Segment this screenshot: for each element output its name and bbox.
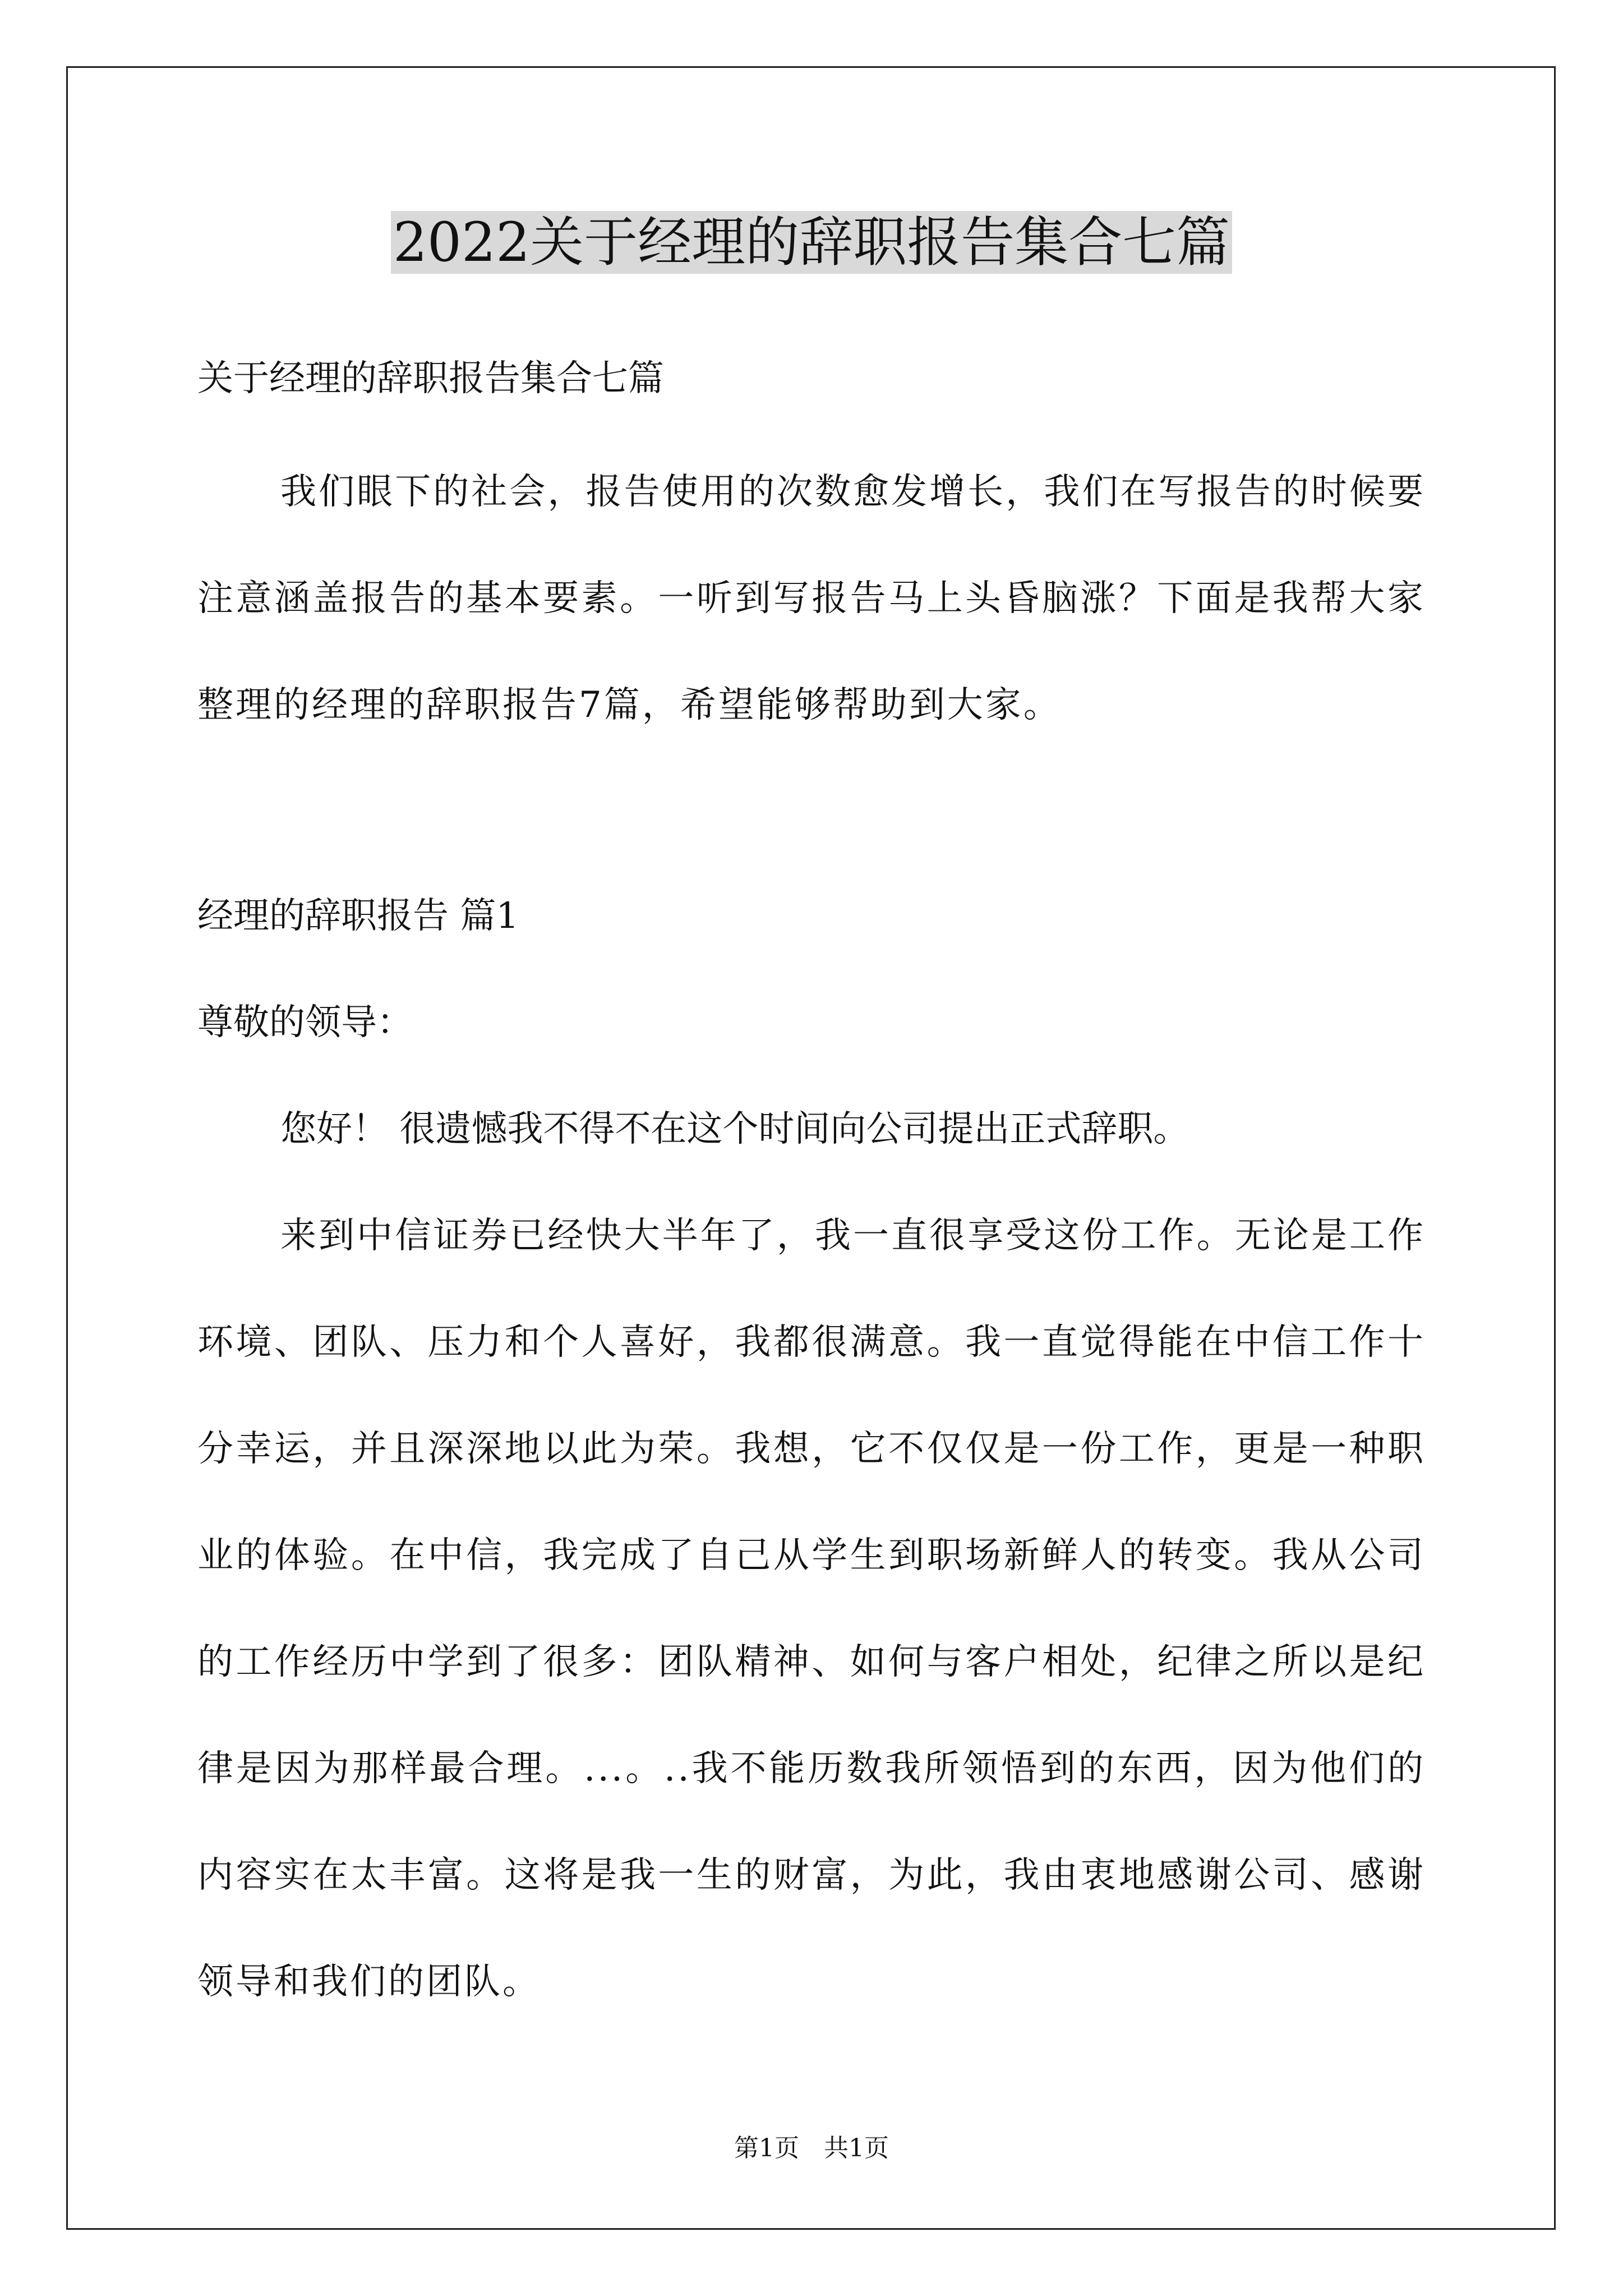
intro-paragraph: 我们眼下的社会，报告使用的次数愈发增长，我们在写报告的时候要注意涵盖报告的基本要素。一听到写报告马上头昏脑涨？下面是我帮大家整理的经理的辞职报告7篇，希望能够帮助到大家。	[197, 471, 1426, 726]
section-heading: 经理的辞职报告 篇1	[197, 895, 519, 937]
greeting-line: 您好！ 很遗憾我不得不在这个时间向公司提出正式辞职。	[280, 1108, 1189, 1150]
document-title-text: 2022关于经理的辞职报告集合七篇	[391, 211, 1232, 274]
page-footer: 第1页 共1页	[734, 2134, 889, 2162]
body-paragraph: 来到中信证券已经快大半年了，我一直很享受这份工作。无论是工作环境、团队、压力和个人喜好，我都很满意。我一直觉得能在中信工作十分幸运，并且深深地以此为荣。我想，它不仅仅是一份工作，更是一种职业的体验。在中信，我完成了自己从学生到职场新鲜人的转变。我从公司的工作经历中学到了很多：团队精神、如何与客户相处，纪律之所以是纪律是因为那样最合理。...。..我不能历数我所领悟到的东西，因为他们的内容实在太丰富。这将是我一生的财富，为此，我由衷地感谢公司、感谢领导和我们的团队。	[197, 1215, 1426, 2003]
document-title	[0, 203, 1623, 282]
document-subtitle: 关于经理的辞职报告集合七篇	[197, 358, 664, 399]
salutation: 尊敬的领导：	[197, 1002, 413, 1043]
